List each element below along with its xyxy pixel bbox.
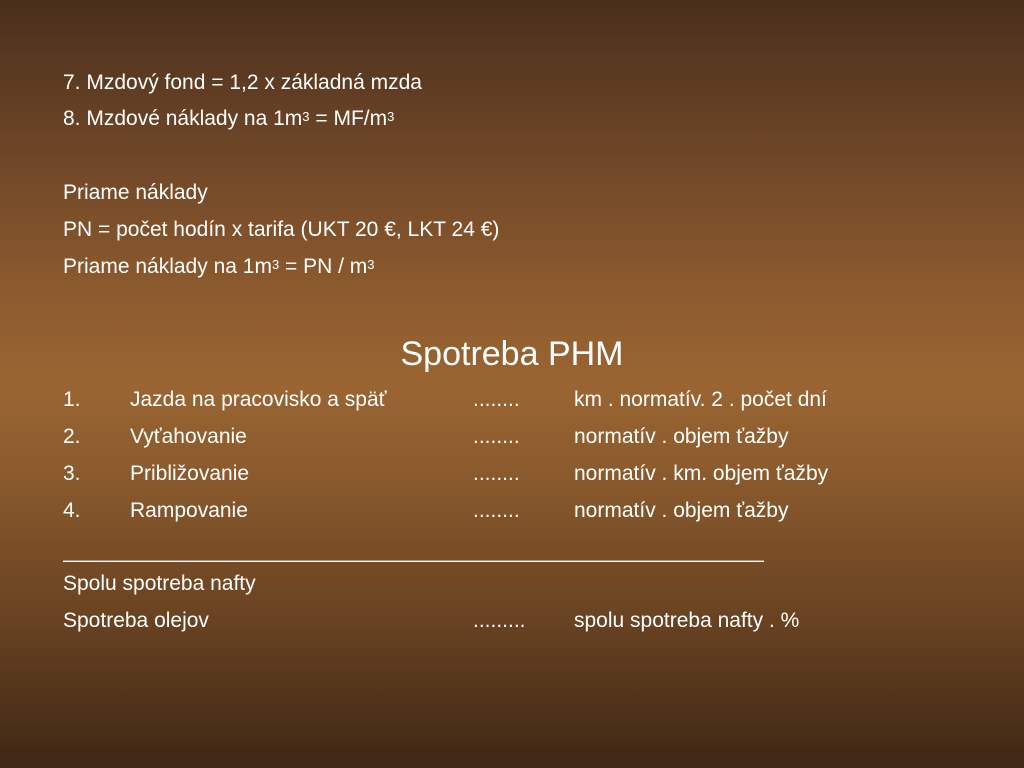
item-formula: normatív . km. objem ťažby xyxy=(574,462,829,485)
wage-fund-text: 7. Mzdový fond = 1,2 x základná mzda xyxy=(63,71,422,94)
direct-costs-formula-text: PN = počet hodín x tarifa (UKT 20 €, LKT 24 €) xyxy=(63,218,500,241)
item-name: Jazda na pracovisko a späť xyxy=(130,388,387,411)
item-formula: km . normatív. 2 . počet dní xyxy=(574,388,827,411)
list-item xyxy=(63,498,963,524)
item-name: Rampovanie xyxy=(130,499,248,522)
item-number: 2. xyxy=(63,425,81,448)
item-formula: normatív . objem ťažby xyxy=(574,425,789,448)
direct-costs-heading-text: Priame náklady xyxy=(63,181,208,204)
total-label: Spolu spotreba nafty xyxy=(63,572,256,595)
list-item xyxy=(63,424,963,450)
direct-costs-per-unit-sup: 3 xyxy=(271,257,280,272)
wage-costs-text: 8. Mzdové náklady na 1m xyxy=(63,107,303,130)
direct-costs-per-unit-rest: = PN / m xyxy=(279,255,368,278)
wage-costs-rest: = MF/m xyxy=(309,107,388,130)
oil-dots: ......... xyxy=(473,609,526,632)
wage-costs-line xyxy=(63,106,394,132)
direct-costs-per-unit-sup2: 3 xyxy=(367,257,375,272)
item-formula: normatív . objem ťažby xyxy=(574,499,789,522)
item-name: Približovanie xyxy=(130,462,250,485)
direct-costs-per-unit xyxy=(63,254,375,280)
item-dots: ........ xyxy=(473,499,520,522)
list-item xyxy=(63,461,963,487)
oil-name: Spotreba olejov xyxy=(63,609,209,632)
item-dots: ........ xyxy=(473,462,520,485)
item-number: 1. xyxy=(63,388,81,411)
total-line xyxy=(63,571,256,597)
oil-formula: spolu spotreba nafty . % xyxy=(574,609,800,632)
item-dots: ........ xyxy=(473,388,520,411)
wage-fund-line xyxy=(63,70,422,96)
section-title: Spotreba PHM xyxy=(400,335,624,373)
oil-row xyxy=(63,608,963,634)
wage-costs-sup2: 3 xyxy=(387,109,395,124)
list-item xyxy=(63,387,963,413)
direct-costs-per-unit-text: Priame náklady na 1m xyxy=(63,255,272,278)
item-number: 3. xyxy=(63,462,81,485)
separator-line: ____________________________________________________________ xyxy=(63,540,764,563)
direct-costs-heading xyxy=(63,180,208,206)
item-number: 4. xyxy=(63,499,81,522)
wage-costs-sup: 3 xyxy=(302,109,310,124)
item-dots: ........ xyxy=(473,425,520,448)
direct-costs-formula xyxy=(63,217,499,243)
item-name: Vyťahovanie xyxy=(130,425,247,448)
